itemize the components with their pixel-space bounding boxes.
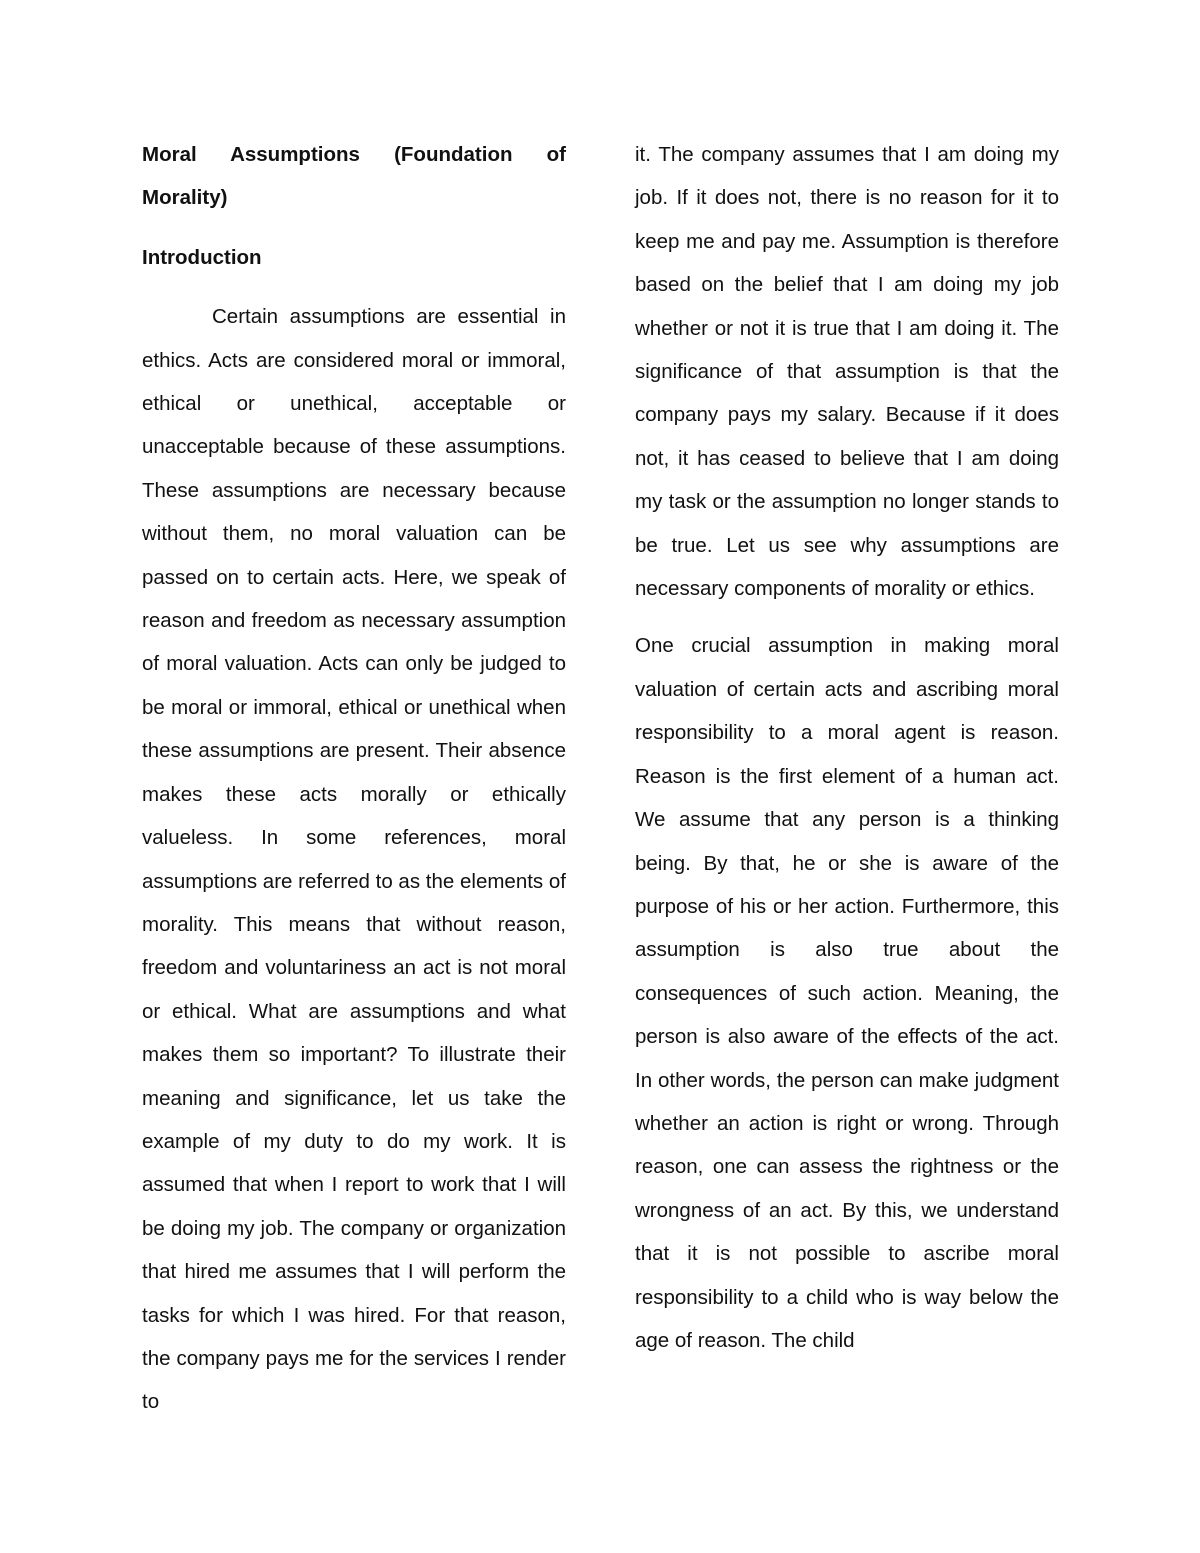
section-heading: Introduction: [142, 245, 262, 269]
body-paragraph-continued: it. The company assumes that I am doing my job. If it does not, there is no reason for it to keep me and pay me. Assumption is therefore based on the belief that I am doing my job whether or not it is true that I am doing it. The significance of that assumption is that the company pays my salary. Because if it does not, it has ceased to believe that I am doing my task or the assumption no longer stands to be true. Let us see why assumptions are necessary components of morality or ethics.: [635, 143, 1059, 601]
right-column: [635, 133, 1059, 1362]
page-title: Moral Assumptions (Foundation of Morality): [142, 143, 566, 210]
left-column: [142, 133, 566, 1424]
body-paragraph: One crucial assumption in making moral valuation of certain acts and ascribing moral responsibility to a moral agent is reason. Reason is the first element of a human act. We assume that any person is a thinking being. By that, he or she is aware of the purpose of his or her action. Furthermore, this assumption is also true about the consequences of such action. Meaning, the person is also aware of the effects of the act. In other words, the person can make judgment whether an action is right or wrong. Through reason, one can assess the rightness or the wrongness of an act. By this, we understand that it is not possible to ascribe moral responsibility to a child who is way below the age of reason. The child: [635, 634, 1059, 1352]
body-paragraph: Certain assumptions are essential in ethics. Acts are considered moral or immoral, ethical or unethical, acceptable or unacceptable because of these assumptions. These assumptions are necessary because without them, no moral valuation can be passed on to certain acts. Here, we speak of reason and freedom as necessary assumption of moral valuation. Acts can only be judged to be moral or immoral, ethical or unethical when these assumptions are present. Their absence makes these acts morally or ethically valueless. In some references, moral assumptions are referred to as the elements of morality. This means that without reason, freedom and voluntariness an act is not moral or ethical. What are assumptions and what makes them so important? To illustrate their meaning and significance, let us take the example of my duty to do my work. It is assumed that when I report to work that I will be doing my job. The company or organization that hired me assumes that I will perform the tasks for which I was hired. For that reason, the company pays me for the services I render to: [142, 305, 566, 1414]
